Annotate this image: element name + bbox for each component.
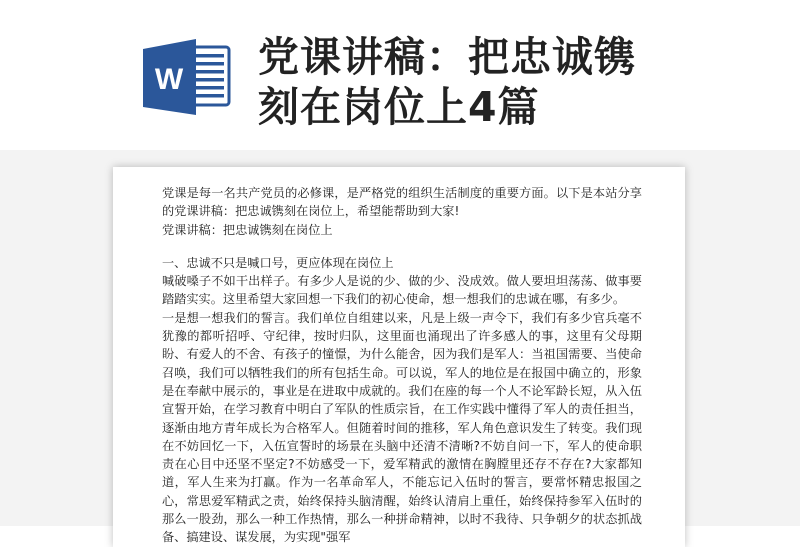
body-paragraph: 一是想一想我们的誓言。我们单位自组建以来，凡是上级一声令下，我们有多少官兵毫不犹豫的都听招呼、守纪律，按时归队，这里面也涌现出了许多感人的事，这里有父母期盼、有爱人的不舍、有孩子的憧憬，为什么能舍，因为我们是军人：当祖国需要、当使命召唤，我们可以牺牲我们的所有包括生命。可以说，军人的地位是在报国中确立的，形象是在奉献中展示的，事业是在进取中成就的。我们在座的每一个人不论军龄长短，从入伍宣誓开始，在学习教育中明白了军队的性质宗旨，在工作实践中懂得了军人的责任担当，逐渐由地方青年成长为合格军人。但随着时间的推移，军人角色意识发生了转变。我们现在不妨回忆一下，入伍宣誓时的场景在头脑中还清不清晰?不妨自问一下，军人的使命职责在心目中还坚不坚定?不妨感受一下，爱军精武的激情在胸膛里还存不存在?大家都知道，军人生来为打赢。作为一名革命军人，不能忘记入伍时的誓言，要常怀精忠报国之心，常思爱军精武之责，始终保持头脑清醒，始终认清肩上重任，始终保持参军入伍时的那么一股劲，那么一种工作热情，那么一种拼命精神，以时不我待、只争朝夕的状态抓战备、搞建设、谋发展，为实现"强军 — [162, 310, 642, 545]
body-paragraph: 喊破嗓子不如干出样子。有多少人是说的少、做的少、没成效。做人要坦坦荡荡、做事要踏踏实实。这里希望大家回想一下我们的初心使命，想一想我们的忠诚在哪，有多少。 — [162, 274, 642, 307]
word-document-icon — [143, 35, 231, 117]
page-title — [258, 32, 778, 132]
header — [0, 0, 800, 150]
intro-paragraph: 党课是每一名共产党员的必修课，是严格党的组织生活制度的重要方面。以下是本站分享的党课讲稿：把忠诚镌刻在岗位上，希望能帮助到大家! — [162, 186, 642, 219]
title-line-1: 党课讲稿：把忠诚镌 — [258, 33, 636, 81]
section-heading: 一、忠诚不只是喊口号，更应体现在岗位上 — [162, 255, 394, 270]
svg-text:W: W — [154, 63, 184, 96]
subtitle: 党课讲稿：把忠诚镌刻在岗位上 — [162, 222, 333, 237]
title-line-2: 刻在岗位上4篇 — [258, 83, 540, 131]
document-body — [162, 184, 642, 547]
